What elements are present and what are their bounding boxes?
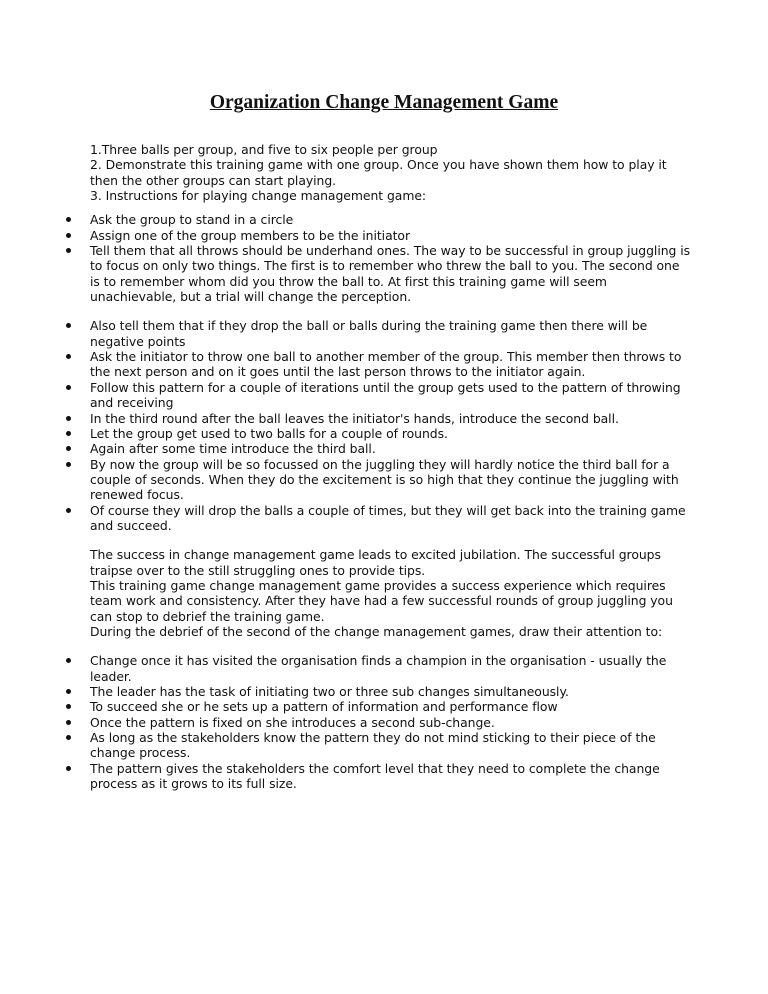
list-item: As long as the stakeholders know the pattern they do not mind sticking to their piece of the change process.: [90, 730, 690, 761]
bullet-icon: [66, 416, 71, 421]
list-item: To succeed she or he sets up a pattern of information and performance flow: [90, 699, 690, 714]
bullet-icon: [66, 689, 71, 694]
debrief-list: [90, 653, 690, 791]
instruction-list-b: [90, 318, 690, 533]
intro-line-3: 3. Instructions for playing change management game:: [90, 188, 427, 204]
bullet-icon: [66, 431, 71, 436]
instruction-list-a: [90, 212, 690, 304]
list-item: Again after some time introduce the third ball.: [90, 441, 690, 456]
bullet-icon: [66, 323, 71, 328]
list-item: Also tell them that if they drop the ball or balls during the training game then there will be negative points: [90, 318, 690, 349]
list-item: Let the group get used to two balls for a couple of rounds.: [90, 426, 690, 441]
bullet-icon: [66, 446, 71, 451]
list-item: Ask the initiator to throw one ball to another member of the group. This member then throws to the next person and on it goes until the last person throws to the initiator again.: [90, 349, 690, 380]
document-body: [90, 142, 690, 791]
list-item: Assign one of the group members to be the initiator: [90, 228, 690, 243]
list-item: In the third round after the ball leaves the initiator's hands, introduce the second ball.: [90, 411, 690, 426]
bullet-icon: [66, 233, 71, 238]
outro-paragraph-1: The success in change management game leads to excited jubilation. The successful groups traipse over to the still struggling ones to provide tips.: [90, 547, 661, 578]
bullet-icon: [66, 766, 71, 771]
bullet-icon: [66, 704, 71, 709]
list-item: The leader has the task of initiating two or three sub changes simultaneously.: [90, 684, 690, 699]
bullet-icon: [66, 354, 71, 359]
bullet-icon: [66, 658, 71, 663]
intro-line-1: 1.Three balls per group, and five to six people per group: [90, 142, 438, 157]
bullet-icon: [66, 508, 71, 513]
bullet-icon: [66, 385, 71, 390]
outro-paragraph-2: This training game change management game provides a success experience which requires team work and consistency. After they have had a few successful rounds of group juggling you can stop to debrief the training game.: [90, 577, 673, 624]
list-item: Change once it has visited the organisation finds a champion in the organisation - usually the leader.: [90, 653, 690, 684]
bullet-icon: [66, 248, 71, 253]
list-item: The pattern gives the stakeholders the comfort level that they need to complete the change process as it grows to its full size.: [90, 761, 690, 792]
outro-paragraph-3: During the debrief of the second of the change management games, draw their attention to:: [90, 623, 663, 639]
document-title: Organization Change Management Game: [209, 92, 559, 113]
list-item: Once the pattern is fixed on she introduces a second sub-change.: [90, 715, 690, 730]
list-item: Ask the group to stand in a circle: [90, 212, 690, 227]
bullet-icon: [66, 462, 71, 467]
intro-line-2: 2. Demonstrate this training game with one group. Once you have shown them how to play it then the other groups can start playing.: [90, 157, 667, 188]
list-item: By now the group will be so focussed on the juggling they will hardly notice the third ball for a couple of seconds. When they do the excitement is so high that they continue the juggling with renewed focus.: [90, 457, 690, 503]
bullet-icon: [66, 735, 71, 740]
bullet-icon: [66, 720, 71, 725]
list-item: Follow this pattern for a couple of iterations until the group gets used to the pattern of throwing and receiving: [90, 380, 690, 411]
list-item: Of course they will drop the balls a couple of times, but they will get back into the training game and succeed.: [90, 503, 690, 534]
list-item: Tell them that all throws should be underhand ones. The way to be successful in group juggling is to focus on only two things. The first is to remember who threw the ball to you. The second one is to remember whom did you throw the ball to. At first this training game will seem unachievable, but a trial will change the perception.: [90, 243, 690, 304]
bullet-icon: [66, 217, 71, 222]
